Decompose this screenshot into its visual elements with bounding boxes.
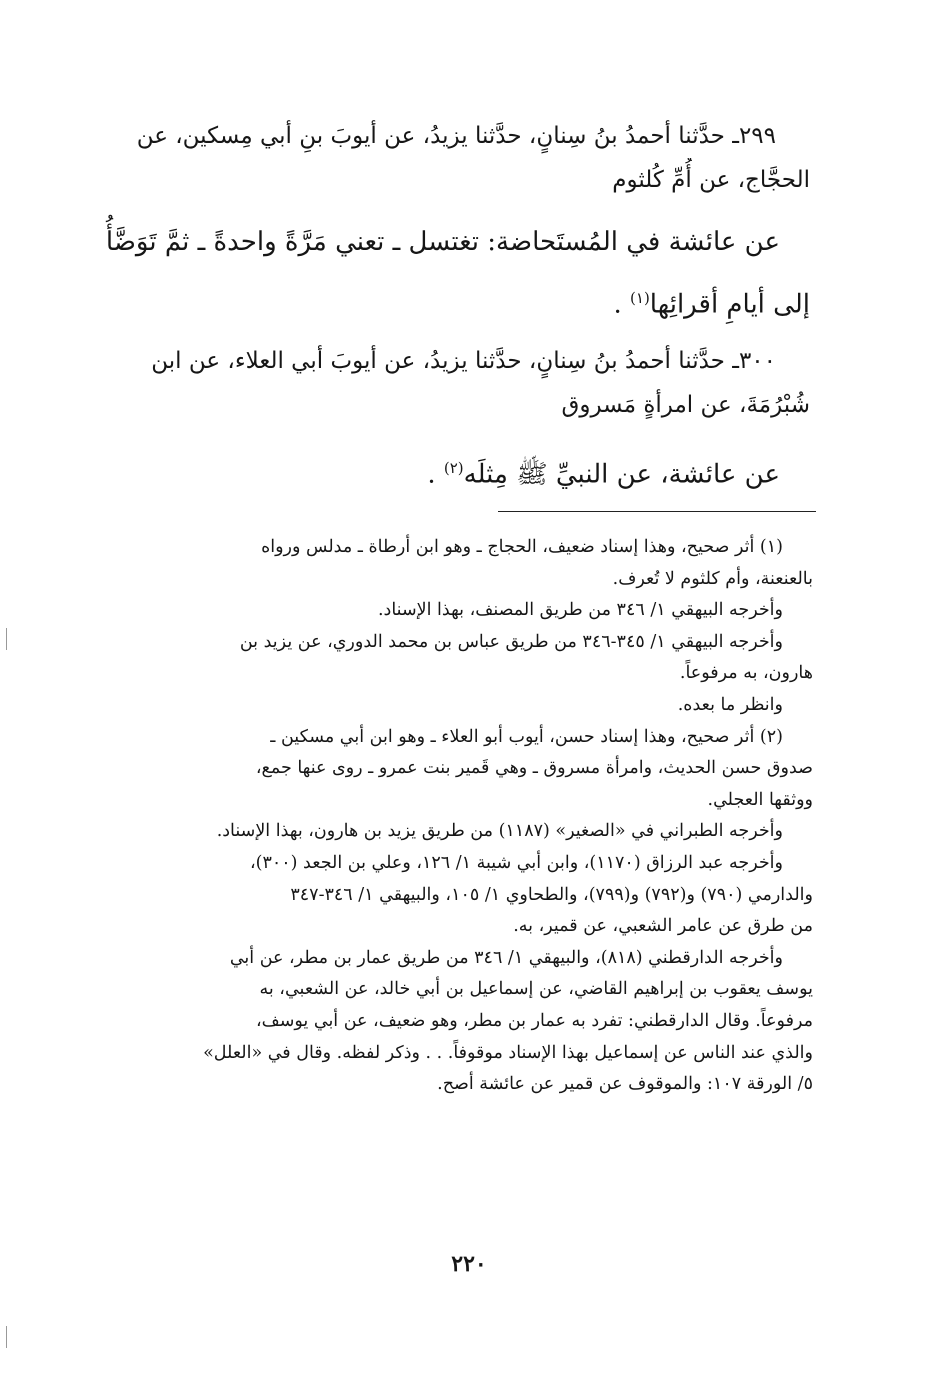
footnotes [100,532,813,1101]
footnote-ref-2: (٢) [443,459,464,477]
footnote-2-line: وأخرجه الطبراني في «الصغير» (١١٨٧) من طريق يزيد بن هارون، بهذا الإسناد. [216,821,783,842]
hadith-299-isnad-line-2: الحجَّاج، عن أُمِّ كُلثوم [612,167,810,193]
footnote-1-line: وأخرجه البيهقي ١/ ٣٤٥-٣٤٦ من طريق عباس بن محمد الدوري، عن يزيد بن [239,631,783,652]
footnote-2-line: والذي عند الناس عن إسماعيل بهذا الإسناد موقوفاً. . . وذكر لفظه. وقال في «العلل» [203,1042,813,1063]
footnote-2-line: من طرق عن عامر الشعبي، عن قمير، به. [513,916,813,937]
footnote-separator [498,511,816,512]
scan-gutter-mark [6,1326,7,1348]
hadith-300-isnad-line-1: ٣٠٠ـ حدَّثنا أحمدُ بنُ سِنانٍ، حدَّثنا يزيدُ، عن أيوبَ أبي العلاء، عن ابن [151,348,776,374]
hadith-299-matn-line-2 [105,270,810,326]
footnote-2-line: (٢) أثر صحيح، وهذا إسناد حسن، أيوب أبو العلاء ـ وهو ابن أبي مسكين ـ [270,726,783,747]
hadith-300-matn [105,440,810,496]
hadith-299-isnad [105,114,810,202]
scan-gutter-mark [6,628,7,650]
page-number: ٢٢٠ [451,1251,487,1277]
footnote-2-line: وأخرجه الدارقطني (٨١٨)، والبيهقي ١/ ٣٤٦ من طريق عمار بن مطر، عن أبي [229,947,783,968]
hadith-299-matn-end: . [613,289,631,320]
footnote-1-line: وانظر ما بعده. [677,694,783,715]
hadith-300-isnad [105,339,810,427]
footnote-1-line: هارون، به مرفوعاً. [679,663,813,684]
footnote-ref-1: (١) [630,289,650,307]
hadith-299-matn-line-1: عن عائشة في المُستَحاضة: تغتسل ـ تعني مَرَّةً واحدةً ـ ثمَّ تَوَضَّأُ [105,227,780,257]
hadith-300-isnad-line-2: شُبْرُمَةَ، عن امرأةٍ مَسروق [561,392,810,418]
hadith-299-isnad-line-1: ٢٩٩ـ حدَّثنا أحمدُ بنُ سِنانٍ، حدَّثنا يزيدُ، عن أيوبَ بنِ أبي مِسكين، عن [136,123,776,149]
hadith-299-matn-line-2-text: إلى أيامِ أقرائِها [649,289,810,320]
footnote-1-line: بالعنعنة، وأم كلثوم لا تُعرف. [612,568,813,589]
footnote-2-line: صدوق حسن الحديث، وامرأة مسروق ـ وهي قَمير بنت عمرو ـ روى عنها جمع، [255,758,813,779]
footnote-2-line: يوسف يعقوب بن إبراهيم القاضي، عن إسماعيل بن أبي خالد، عن الشعبي، به [259,979,813,1000]
footnote-1-line: وأخرجه البيهقي ١/ ٣٤٦ من طريق المصنف، بهذا الإسناد. [377,600,783,621]
footnote-2-line: وأخرجه عبد الرزاق (١١٧٠)، وابن أبي شيبة ١/ ١٢٦، وعلي بن الجعد (٣٠٠)، [249,852,783,873]
hadith-300-matn-line-1 [105,440,780,496]
hadith-299-matn [105,214,810,326]
footnote-1-line: (١) أثر صحيح، وهذا إسناد ضعيف، الحجاج ـ وهو ابن أرطاة ـ مدلس ورواه [261,537,783,557]
footnote-2-line: مرفوعاً. وقال الدارقطني: تفرد به عمار بن مطر، وهو ضعيف، عن أبي يوسف، [255,1010,813,1031]
hadith-300-matn-end: . [427,459,444,490]
footnote-2-line: ووثقها العجلي. [707,789,813,810]
footnote-2-line: ٥/ الورقة ١٠٧: والموقوف عن قمير عن عائشة أصح. [437,1074,813,1095]
hadith-300-matn-line-1-text: عن عائشة، عن النبيِّ ﷺ مِثلَه [463,459,780,490]
footnote-2-line: والدارمي (٧٩٠) و(٧٩٢) و(٧٩٩)، والطحاوي ١/ ١٠٥، والبيهقي ١/ ٣٤٦-٣٤٧ [290,884,813,905]
